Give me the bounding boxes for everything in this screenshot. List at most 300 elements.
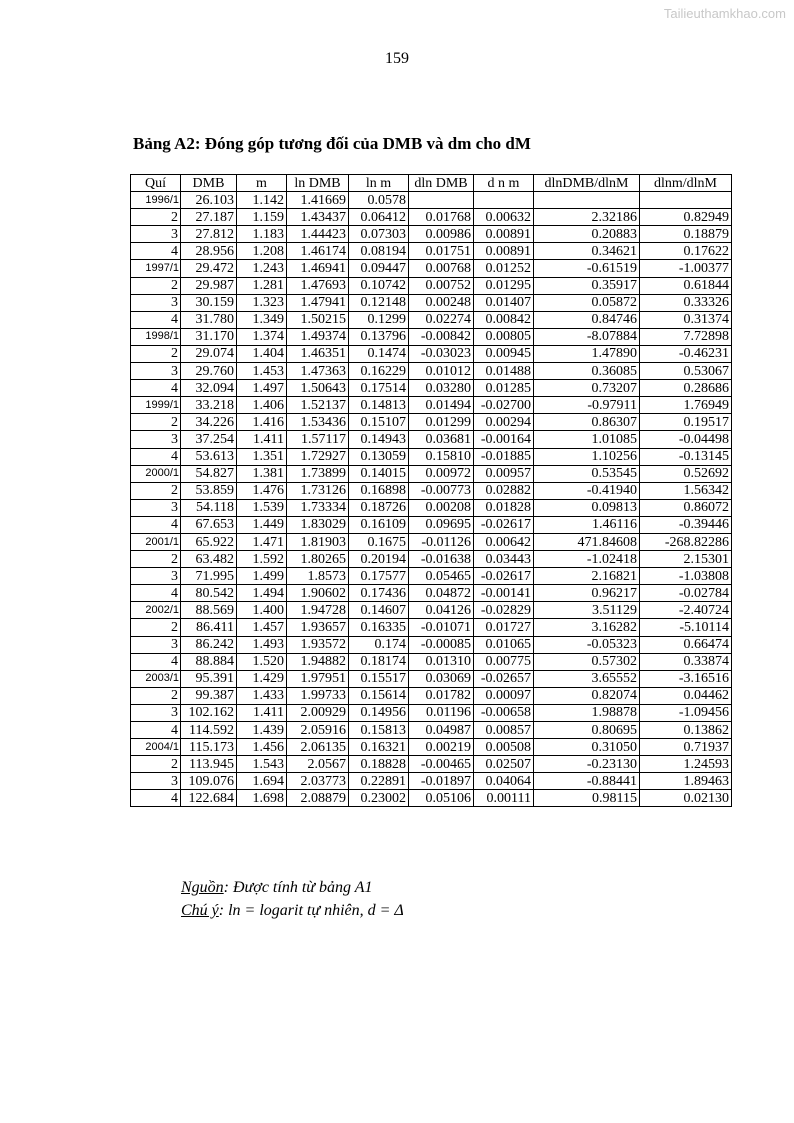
table-cell: 2.06135	[287, 739, 349, 756]
quarter-cell: 2	[131, 756, 181, 773]
table-cell: 0.05106	[409, 790, 474, 807]
table-cell: 26.103	[181, 192, 237, 209]
table-cell: 1.493	[237, 636, 287, 653]
table-cell: 0.17577	[349, 568, 409, 585]
table-cell: 3.65552	[534, 670, 640, 687]
table-cell: 2.00929	[287, 704, 349, 721]
table-cell: 0.00891	[474, 226, 534, 243]
note-label: Chú ý	[181, 902, 219, 919]
quarter-cell: 4	[131, 380, 181, 397]
table-row	[131, 653, 732, 670]
table-cell: 0.01310	[409, 653, 474, 670]
quarter-cell: 3	[131, 499, 181, 516]
note-text: : ln = logarit tự nhiên, d = Δ	[218, 902, 404, 919]
table-cell: -0.02617	[474, 568, 534, 585]
quarter-cell: 3	[131, 568, 181, 585]
table-cell: 1.57117	[287, 431, 349, 448]
table-cell: 1.73334	[287, 499, 349, 516]
table-cell: 122.684	[181, 790, 237, 807]
table-cell: 0.01828	[474, 499, 534, 516]
table-cell: 0.00248	[409, 294, 474, 311]
quarter-cell: 2002/1	[131, 602, 181, 619]
quarter-cell: 1999/1	[131, 397, 181, 414]
table-cell: 0.17514	[349, 380, 409, 397]
table-cell: -0.00773	[409, 482, 474, 499]
table-cell: 0.16321	[349, 739, 409, 756]
table-cell: 1.471	[237, 533, 287, 550]
table-cell: -0.00141	[474, 585, 534, 602]
table-cell: -0.02617	[474, 516, 534, 533]
watermark: Tailieuthamkhao.com	[663, 6, 786, 21]
table-cell: 29.760	[181, 363, 237, 380]
table-cell: 0.01065	[474, 636, 534, 653]
quarter-cell: 3	[131, 704, 181, 721]
table-cell: -0.01638	[409, 551, 474, 568]
table-cell: 0.01196	[409, 704, 474, 721]
table-cell: 1.01085	[534, 431, 640, 448]
quarter-cell: 3	[131, 431, 181, 448]
table-row	[131, 226, 732, 243]
table-cell: 1.52137	[287, 397, 349, 414]
table-row	[131, 482, 732, 499]
table-row	[131, 499, 732, 516]
table-cell: 1.73126	[287, 482, 349, 499]
table-cell: 1.76949	[640, 397, 732, 414]
table-cell: 0.01407	[474, 294, 534, 311]
table-cell: 1.46116	[534, 516, 640, 533]
table-cell: 0.08194	[349, 243, 409, 260]
table-cell: 0.13796	[349, 328, 409, 345]
table-cell: 0.06412	[349, 209, 409, 226]
table-cell: 0.01295	[474, 277, 534, 294]
table-cell: 0.01252	[474, 260, 534, 277]
table-cell: 0.00632	[474, 209, 534, 226]
table-cell: -0.05323	[534, 636, 640, 653]
table-cell: -0.02829	[474, 602, 534, 619]
table-cell: 1.416	[237, 414, 287, 431]
column-header: dln DMB	[409, 175, 474, 192]
table-cell: 1.281	[237, 277, 287, 294]
table-cell: 0.00945	[474, 345, 534, 362]
table-cell: 54.827	[181, 465, 237, 482]
table-cell: 2.15301	[640, 551, 732, 568]
table-cell: 1.429	[237, 670, 287, 687]
table-cell: 71.995	[181, 568, 237, 585]
table-cell: 1.433	[237, 687, 287, 704]
table-cell: 1.98878	[534, 704, 640, 721]
table-cell: 1.543	[237, 756, 287, 773]
table-cell: 1.476	[237, 482, 287, 499]
quarter-cell: 2	[131, 345, 181, 362]
table-cell: 1.159	[237, 209, 287, 226]
column-header: DMB	[181, 175, 237, 192]
table-row	[131, 636, 732, 653]
table-cell: 0.73207	[534, 380, 640, 397]
table-cell: -0.02700	[474, 397, 534, 414]
table-row	[131, 192, 732, 209]
table-cell: 1.49374	[287, 328, 349, 345]
table-cell	[409, 192, 474, 209]
table-row	[131, 533, 732, 550]
table-cell: -1.00377	[640, 260, 732, 277]
table-cell: -2.40724	[640, 602, 732, 619]
table-cell: 34.226	[181, 414, 237, 431]
table-cell: -0.01126	[409, 533, 474, 550]
table-cell: 37.254	[181, 431, 237, 448]
table-cell: -0.04498	[640, 431, 732, 448]
table-cell: -0.13145	[640, 448, 732, 465]
table-cell: 1.47693	[287, 277, 349, 294]
source-note	[181, 876, 404, 899]
table-cell: 2.05916	[287, 722, 349, 739]
table-cell: -0.00658	[474, 704, 534, 721]
table-cell: 99.387	[181, 687, 237, 704]
quarter-cell: 1998/1	[131, 328, 181, 345]
table-row	[131, 243, 732, 260]
table-cell: 1.94728	[287, 602, 349, 619]
table-row	[131, 431, 732, 448]
table-cell: -0.61519	[534, 260, 640, 277]
table-cell: 0.00208	[409, 499, 474, 516]
table-cell: 1.41669	[287, 192, 349, 209]
table-cell: 1.80265	[287, 551, 349, 568]
notes	[181, 876, 404, 922]
quarter-cell: 3	[131, 636, 181, 653]
table-cell: 0.31374	[640, 311, 732, 328]
table-cell: 0.52692	[640, 465, 732, 482]
table-cell: 1.53436	[287, 414, 349, 431]
quarter-cell: 2	[131, 414, 181, 431]
table-cell: -0.46231	[640, 345, 732, 362]
table-cell: 1.592	[237, 551, 287, 568]
table-cell: 1.97951	[287, 670, 349, 687]
table-cell: -0.41940	[534, 482, 640, 499]
table-cell: 1.47941	[287, 294, 349, 311]
table-cell: 1.539	[237, 499, 287, 516]
table-cell: -0.01897	[409, 773, 474, 790]
table-cell: 0.31050	[534, 739, 640, 756]
table-cell: -0.88441	[534, 773, 640, 790]
table-cell	[474, 192, 534, 209]
table-cell: -1.02418	[534, 551, 640, 568]
table-cell: 0.15614	[349, 687, 409, 704]
column-header: dlnDMB/dlnM	[534, 175, 640, 192]
table-cell: 0.18879	[640, 226, 732, 243]
table-cell: 0.00508	[474, 739, 534, 756]
table-cell: 0.18174	[349, 653, 409, 670]
table-cell: 0.00642	[474, 533, 534, 550]
table-cell: 63.482	[181, 551, 237, 568]
table-cell: -3.16516	[640, 670, 732, 687]
column-header: ln m	[349, 175, 409, 192]
quarter-cell: 2	[131, 482, 181, 499]
table-cell: 1.243	[237, 260, 287, 277]
table-cell: 0.20883	[534, 226, 640, 243]
table-row	[131, 277, 732, 294]
table-cell: 0.16229	[349, 363, 409, 380]
table-cell: 1.24593	[640, 756, 732, 773]
table-cell: 0.01488	[474, 363, 534, 380]
table-cell: 0.17622	[640, 243, 732, 260]
table-cell: 0.00805	[474, 328, 534, 345]
table-cell: 1.400	[237, 602, 287, 619]
table-cell: 1.50215	[287, 311, 349, 328]
table-cell: 86.411	[181, 619, 237, 636]
table-cell: 0.28686	[640, 380, 732, 397]
table-cell: 0.71937	[640, 739, 732, 756]
table-row	[131, 363, 732, 380]
table-cell: 1.411	[237, 704, 287, 721]
table-cell: 0.02507	[474, 756, 534, 773]
table-cell: 0.13059	[349, 448, 409, 465]
table-row	[131, 722, 732, 739]
quarter-cell: 2	[131, 619, 181, 636]
table-cell: 0.00752	[409, 277, 474, 294]
table-cell: 0.07303	[349, 226, 409, 243]
table-cell: 0.01285	[474, 380, 534, 397]
column-header: m	[237, 175, 287, 192]
table-cell: 1.46174	[287, 243, 349, 260]
table-cell: 0.02130	[640, 790, 732, 807]
table-cell: 0.15517	[349, 670, 409, 687]
table-cell: 0.15813	[349, 722, 409, 739]
quarter-cell: 4	[131, 653, 181, 670]
table-cell: 1.142	[237, 192, 287, 209]
table-cell: 0.01494	[409, 397, 474, 414]
table-row	[131, 551, 732, 568]
table-cell: 1.457	[237, 619, 287, 636]
table-cell: 1.520	[237, 653, 287, 670]
quarter-cell: 2	[131, 551, 181, 568]
table-cell: -0.02784	[640, 585, 732, 602]
table-cell: 1.694	[237, 773, 287, 790]
table-cell: 0.20194	[349, 551, 409, 568]
quarter-cell: 3	[131, 294, 181, 311]
table-cell: 0.86072	[640, 499, 732, 516]
table-cell: -0.97911	[534, 397, 640, 414]
table-cell: 31.170	[181, 328, 237, 345]
table-cell: 0.18726	[349, 499, 409, 516]
table-cell: 0.18828	[349, 756, 409, 773]
table-cell: 0.61844	[640, 277, 732, 294]
table-cell: 28.956	[181, 243, 237, 260]
table-cell: 29.472	[181, 260, 237, 277]
table-cell: 1.10256	[534, 448, 640, 465]
table-cell	[534, 192, 640, 209]
table-cell: 1.50643	[287, 380, 349, 397]
table-row	[131, 465, 732, 482]
quarter-cell: 2	[131, 277, 181, 294]
table-cell: -0.01885	[474, 448, 534, 465]
table-row	[131, 209, 732, 226]
table-cell: 471.84608	[534, 533, 640, 550]
table-cell: 0.66474	[640, 636, 732, 653]
table-title: Bảng A2: Đóng góp tương đối của DMB và dm cho dM	[133, 134, 531, 153]
quarter-cell: 4	[131, 448, 181, 465]
table-cell: 0.01751	[409, 243, 474, 260]
data-table	[130, 174, 732, 807]
table-cell: 113.945	[181, 756, 237, 773]
table-cell: -1.03808	[640, 568, 732, 585]
table-cell: 0.03443	[474, 551, 534, 568]
quarter-cell: 2004/1	[131, 739, 181, 756]
table-cell: 0.80695	[534, 722, 640, 739]
table-cell: 0.00219	[409, 739, 474, 756]
table-cell: 0.16335	[349, 619, 409, 636]
table-cell: 0.33326	[640, 294, 732, 311]
table-cell: 0.10742	[349, 277, 409, 294]
table-cell: 3.51129	[534, 602, 640, 619]
table-cell: 88.884	[181, 653, 237, 670]
table-cell: 0.04872	[409, 585, 474, 602]
table-cell: 1.8573	[287, 568, 349, 585]
table-row	[131, 294, 732, 311]
table-cell: 0.1675	[349, 533, 409, 550]
table-cell: 0.14813	[349, 397, 409, 414]
table-cell: 0.00857	[474, 722, 534, 739]
table-cell: 1.46351	[287, 345, 349, 362]
table-cell: 0.1299	[349, 311, 409, 328]
table-cell: 0.01012	[409, 363, 474, 380]
table-row	[131, 704, 732, 721]
table-cell: 1.47890	[534, 345, 640, 362]
table-cell: 0.53067	[640, 363, 732, 380]
table-cell: 0.96217	[534, 585, 640, 602]
table-cell: 1.208	[237, 243, 287, 260]
table-cell: 0.16898	[349, 482, 409, 499]
quarter-cell: 2001/1	[131, 533, 181, 550]
table-cell: 1.47363	[287, 363, 349, 380]
table-cell: 0.01782	[409, 687, 474, 704]
table-cell: 0.02882	[474, 482, 534, 499]
table-cell: -8.07884	[534, 328, 640, 345]
table-cell: 1.497	[237, 380, 287, 397]
column-header: d n m	[474, 175, 534, 192]
column-header: ln DMB	[287, 175, 349, 192]
quarter-cell: 4	[131, 516, 181, 533]
table-cell: 0.13862	[640, 722, 732, 739]
table-cell: 67.653	[181, 516, 237, 533]
table-cell	[640, 192, 732, 209]
table-cell: 32.094	[181, 380, 237, 397]
table-cell: 27.812	[181, 226, 237, 243]
table-row	[131, 756, 732, 773]
table-cell: 29.987	[181, 277, 237, 294]
table-cell: 1.439	[237, 722, 287, 739]
table-cell: 0.1474	[349, 345, 409, 362]
quarter-cell: 3	[131, 773, 181, 790]
table-cell: 0.15810	[409, 448, 474, 465]
table-cell: 0.02274	[409, 311, 474, 328]
table-cell: 0.36085	[534, 363, 640, 380]
table-row	[131, 516, 732, 533]
column-header: dlnm/dlnM	[640, 175, 732, 192]
table-cell: 1.406	[237, 397, 287, 414]
table-cell: 0.15107	[349, 414, 409, 431]
table-row	[131, 670, 732, 687]
table-cell: 3.16282	[534, 619, 640, 636]
table-cell: 1.499	[237, 568, 287, 585]
quarter-cell: 4	[131, 790, 181, 807]
table-cell: 0.01727	[474, 619, 534, 636]
table-cell: -0.39446	[640, 516, 732, 533]
table-cell: 0.00111	[474, 790, 534, 807]
table-cell: 1.349	[237, 311, 287, 328]
table-cell: 0.09447	[349, 260, 409, 277]
table-cell: 1.72927	[287, 448, 349, 465]
table-cell: 0.14943	[349, 431, 409, 448]
table-cell: -0.02657	[474, 670, 534, 687]
table-cell: 33.218	[181, 397, 237, 414]
table-cell: -268.82286	[640, 533, 732, 550]
table-cell: 1.183	[237, 226, 287, 243]
table-cell: -0.01071	[409, 619, 474, 636]
table-cell: 0.00768	[409, 260, 474, 277]
table-cell: 0.34621	[534, 243, 640, 260]
table-cell: 1.323	[237, 294, 287, 311]
remark-note	[181, 899, 404, 922]
table-cell: -0.00164	[474, 431, 534, 448]
table-cell: 0.17436	[349, 585, 409, 602]
table-cell: 0.03681	[409, 431, 474, 448]
table-cell: -0.00842	[409, 328, 474, 345]
table-cell: 1.449	[237, 516, 287, 533]
table-cell: 0.00097	[474, 687, 534, 704]
table-cell: 0.84746	[534, 311, 640, 328]
table-cell: 0.03280	[409, 380, 474, 397]
table-row	[131, 448, 732, 465]
table-cell: 1.81903	[287, 533, 349, 550]
table-cell: 2.32186	[534, 209, 640, 226]
table-cell: 0.09695	[409, 516, 474, 533]
table-cell: 0.98115	[534, 790, 640, 807]
source-text: : Được tính từ bảng A1	[223, 879, 373, 896]
table-row	[131, 345, 732, 362]
table-cell: 2.0567	[287, 756, 349, 773]
quarter-cell: 3	[131, 226, 181, 243]
table-cell: 0.16109	[349, 516, 409, 533]
table-cell: -0.23130	[534, 756, 640, 773]
table-cell: 1.99733	[287, 687, 349, 704]
table-cell: -1.09456	[640, 704, 732, 721]
table-cell: 114.592	[181, 722, 237, 739]
quarter-cell: 4	[131, 722, 181, 739]
table-cell: 1.83029	[287, 516, 349, 533]
table-cell: 1.404	[237, 345, 287, 362]
table-cell: 2.08879	[287, 790, 349, 807]
table-cell: 80.542	[181, 585, 237, 602]
table-cell: 1.93657	[287, 619, 349, 636]
table-row	[131, 773, 732, 790]
quarter-cell: 1997/1	[131, 260, 181, 277]
table-cell: 0.57302	[534, 653, 640, 670]
table-cell: 2.16821	[534, 568, 640, 585]
table-cell: -0.00085	[409, 636, 474, 653]
table-cell: 0.00986	[409, 226, 474, 243]
quarter-cell: 1996/1	[131, 192, 181, 209]
table-cell: 0.03069	[409, 670, 474, 687]
table-cell: 95.391	[181, 670, 237, 687]
table-cell: 1.90602	[287, 585, 349, 602]
header-row	[131, 175, 732, 192]
table-cell: 88.569	[181, 602, 237, 619]
table-cell: 0.19517	[640, 414, 732, 431]
table-cell: 0.00972	[409, 465, 474, 482]
table-cell: 0.00775	[474, 653, 534, 670]
table-cell: 1.56342	[640, 482, 732, 499]
table-cell: 31.780	[181, 311, 237, 328]
quarter-cell: 2003/1	[131, 670, 181, 687]
